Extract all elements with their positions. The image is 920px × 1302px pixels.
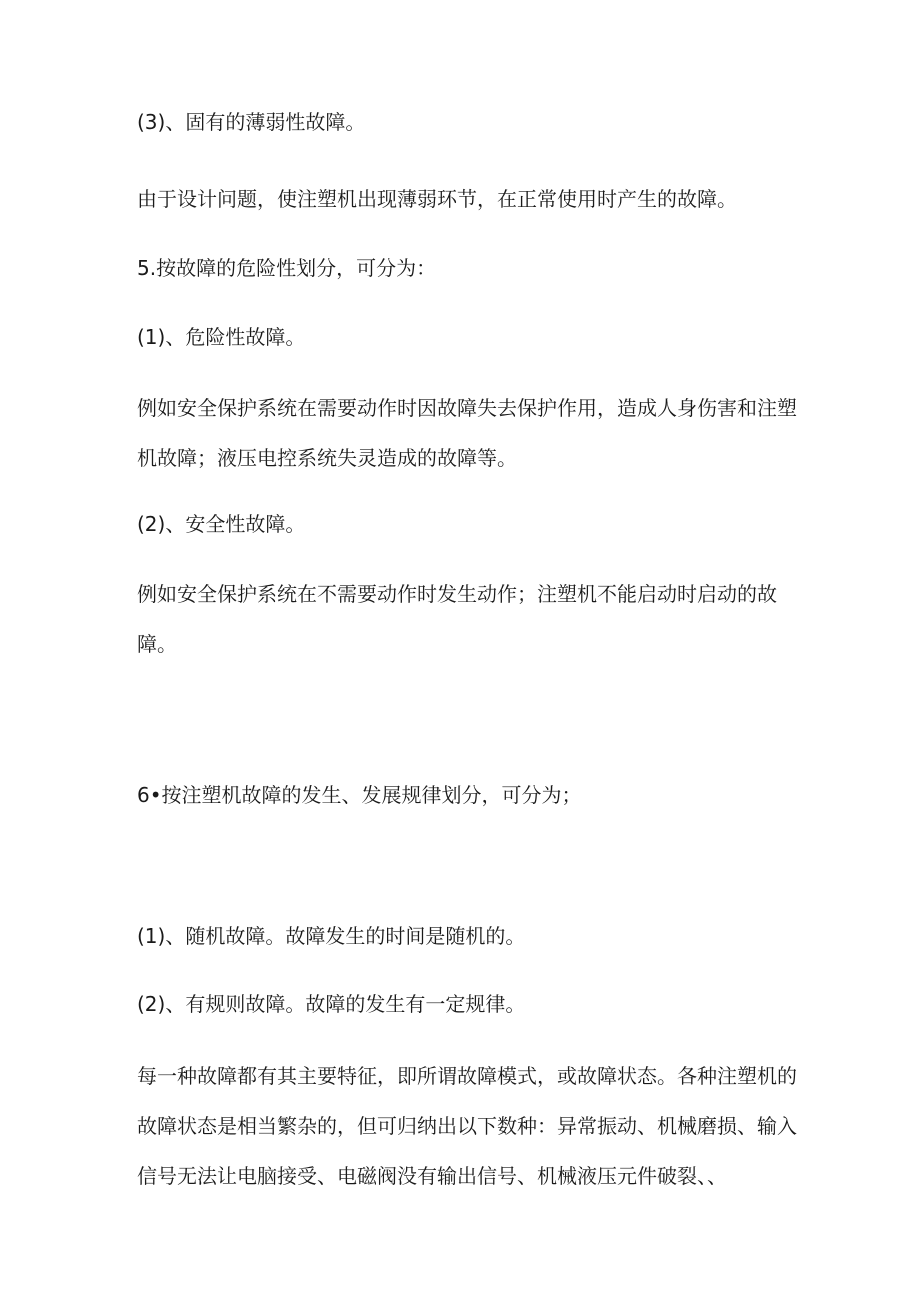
- paragraph-design-weakness: 由于设计问题，使注塑机出现薄弱环节，在正常使用时产生的故障。: [137, 187, 737, 211]
- paragraph-fault-modes: 每一种故障都有其主要特征，即所谓故障模式，或故障状态。各种注塑机的故障状态是相当繁杂的，但可归纳出以下数种：异常振动、机械磨损、输入信号无法让电脑接受、电磁阀没有输出信号、机械液压元件破裂、、: [137, 1064, 797, 1188]
- heading-inherent-weakness-fault: (3)、固有的薄弱性故障。: [137, 110, 366, 134]
- item-random-fault: (1)、随机故障。故障发生的时间是随机的。: [137, 924, 526, 948]
- heading-dangerous-fault: (1)、危险性故障。: [137, 325, 306, 349]
- paragraph-safe-fault-example: 例如安全保护系统在不需要动作时发生动作；注塑机不能启动时启动的故障。: [137, 582, 777, 656]
- item-regular-fault: (2)、有规则故障。故障的发生有一定规律。: [137, 992, 526, 1016]
- heading-classification-by-pattern: 6•按注塑机故障的发生、发展规律划分，可分为；: [137, 783, 582, 807]
- paragraph-dangerous-fault-example: 例如安全保护系统在需要动作时因故障失去保护作用，造成人身伤害和注塑机故障；液压电控系统失灵造成的故障等。: [137, 396, 797, 470]
- heading-safe-fault: (2)、安全性故障。: [137, 512, 306, 536]
- heading-classification-by-danger: 5.按故障的危险性划分，可分为：: [137, 256, 437, 280]
